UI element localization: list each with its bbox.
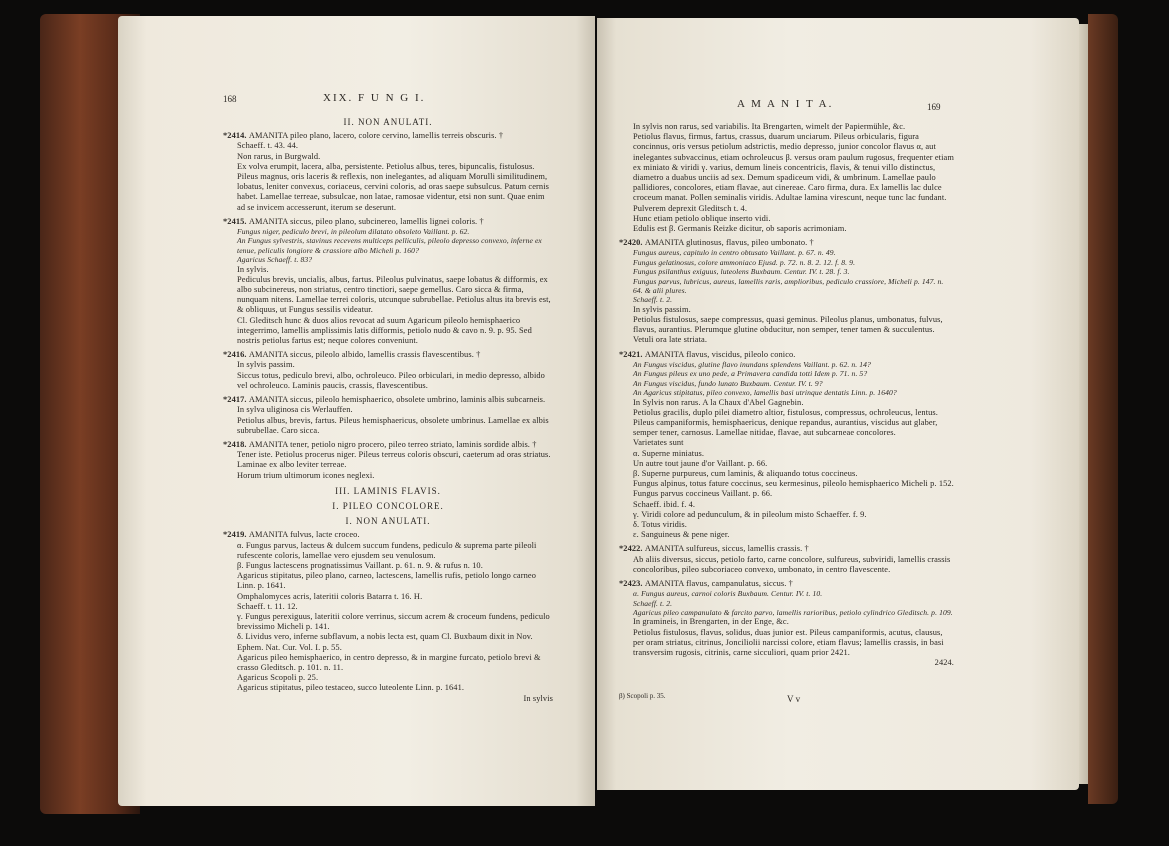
book-cover-right — [1088, 14, 1118, 804]
entry-text-line: In Sylvis non rarus. A la Chaux d'Abel Gagnebin. — [633, 397, 804, 407]
entry-number: *2417. — [223, 395, 249, 405]
entry-text-line: Agaricus stipitatus, pileo plano, carneo, lactescens, lamellis rufis, petiolo longo carneo Linn. p. 1641. — [237, 571, 537, 591]
entry-text-line: Petiolus gracilis, duplo pilei diametro altior, fistulosus, compressus, ochroleucus, lentus. Pileus campaniformis, hemisphaericus, denique repandus, aurantius, viscidus aut glaber, semper tener, carnosus. Lamellae nitidae, flavae, aut subcarneae concolores. — [633, 407, 938, 438]
species-entry — [619, 238, 954, 345]
entry-text-line: α. Fungus parvus, lacteus & dulcem succum fundens, pediculo & suprema parte pileoli rufescente coloris, lamellae vero ejusdem seu venulosum. — [237, 540, 537, 560]
entry-text-line: Horum trium ultimorum icones neglexi. — [237, 470, 375, 480]
entry-heading — [619, 544, 954, 554]
species-entry — [223, 440, 553, 481]
entry-number: *2415. — [223, 216, 249, 226]
species-entry — [223, 530, 553, 693]
opening-text-line: Petiolus flavus, firmus, fartus, crassus, duarum unciarum. Pileus orbicularis, figura concinnus, oris versus petiolum adstrictis, medio depresso, junior concolor flavus α, aut inelegantes subvaccinus, etiam ochroleucus β. versus oram paulum rugosus, frequenter etiam ex miniato & viridi γ. varius, demum lineis concentricis, flavis, & tenui villo distinctus, diametro a duabus unciis ad sex. Demum spadiceum vidi, & umbrinum. Lamellae paulo pallidiores, concolores, etiam flavae, aut cinereae. Caro firma, dura. Ex lamellis lac dulce croceum manat. Pollen seminalis viridis. Adultae lamina virescunt, neque tunc lac fundant. Pulverem deprexit Gleditsch t. 4. — [633, 132, 954, 213]
section-heading: II. NON ANULATI. — [343, 117, 433, 127]
synonym-line: Schaeff. t. 2. — [633, 295, 673, 305]
entry-text-line: β. Fungus lactescens prognatissimus Vaillant. p. 61. n. 9. & rufus n. 10. — [237, 560, 483, 570]
entry-text-line: Tener iste. Petiolus procerus niger. Pileus terreus coloris obscuri, caeterum ad oras striatus. Laminae ex albo leviter terreae. — [237, 450, 551, 470]
species-entry — [619, 350, 954, 541]
section-heading: III. LAMINIS FLAVIS. — [335, 485, 441, 496]
entry-text-line: β. Superne purpureus, cum laminis, & aliquando totus coccineus. — [633, 468, 858, 478]
entry-heading — [619, 238, 954, 248]
entry-text-line: In sylvis. — [237, 264, 269, 274]
synonym-line: Fungus niger, pediculo brevi, in pileolum dilatato obsoleto Vaillant. p. 62. — [237, 227, 470, 237]
entry-text-line: In sylvis passim. — [237, 360, 295, 370]
entry-text-line: Varietates sunt — [633, 438, 684, 448]
synonym-line: Agaricus pileo campanulato & farcito parvo, lamellis rarioribus, petiolo cylindrico Gleditsch. p. 109. — [633, 607, 953, 617]
entry-text-line: Schaeff. t. 43. 44. — [237, 141, 299, 151]
entry-text-line: α. Superne miniatus. — [633, 448, 705, 458]
entry-text-line: Siccus totus, pediculo brevi, albo, ochroleuco. Pileo orbiculari, in medio depresso, albido vel ochroleuco. Laminis paucis, crassis, flavescentibus. — [237, 370, 545, 390]
entry-heading — [223, 440, 553, 450]
left-page-text — [223, 112, 553, 704]
entry-diagnosis: AMANITA siccus, pileolo albido, lamellis crassis flavescentibus. † — [248, 350, 481, 360]
species-entry — [223, 395, 553, 436]
entry-heading — [223, 395, 553, 405]
entry-text-line: δ. Lividus vero, inferne subflavum, a nobis lecta est, quam Cl. Buxbaum dixit in Nov. Ephem. Nat. Cur. Vol. I. p. 55. — [237, 632, 533, 652]
entry-text-line: Cl. Gleditsch hunc & duos alios revocat ad suum Agaricum pileolo hemisphaerico integerrimo, lamellis amplissimis latis difformis, petiolo nudo & cavo n. 9. p. 95. Sed nostris petiolus fartus est; neque colores conveniunt. — [237, 315, 532, 346]
entry-text-line: In sylvis passim. — [633, 304, 691, 314]
entry-number: *2414. — [223, 131, 249, 141]
entry-diagnosis: AMANITA tener, petiolo nigro procero, pileo terreo striato, laminis sordide albis. † — [248, 439, 537, 449]
entry-diagnosis: AMANITA siccus, pileo plano, subcinereo, lamellis lignei coloris. † — [248, 216, 484, 226]
synonym-line: Agaricus Schaeff. t. 83? — [237, 255, 313, 265]
entry-heading — [223, 217, 553, 227]
synonym-line: An Fungus pileus ex uno pede, a Primavera candida totti Idem p. 71. n. 5? — [633, 369, 868, 379]
entry-text-line: Agaricus pileo hemisphaerico, in centro depresso, & in margine furcato, petiolo brevi & crasso Gleditsch. p. 101. n. 11. — [237, 652, 541, 672]
entry-diagnosis: AMANITA pileo plano, lacero, colore cervino, lamellis terreis obscuris. † — [248, 131, 504, 141]
entry-text-line: ε. Sanguineus & pene niger. — [633, 530, 730, 540]
signature-mark: V v — [787, 694, 801, 704]
entry-diagnosis: AMANITA siccus, pileolo hemisphaerico, obsolete umbrino, laminis albis subcarneis. — [248, 395, 546, 405]
species-entry — [619, 544, 954, 575]
entry-number: *2419. — [223, 530, 249, 540]
entry-diagnosis: AMANITA flavus, viscidus, pileolo conico. — [644, 349, 796, 359]
synonym-line: An Agaricus stipitatus, pileo convexo, lamellis basi utrinque dentatis Linn. p. 1640? — [633, 388, 897, 398]
section-heading: I. NON ANULATI. — [345, 516, 431, 527]
entry-heading — [223, 530, 553, 540]
entry-text-line: γ. Fungus perexiguus, lateritii colore verrinus, siccum acrem & croceum fundens, pediculo brevissimo Micheli p. 141. — [237, 611, 550, 632]
entry-text-line: Petiolus fistulosus, flavus, solidus, duas junior est. Pileus campaniformis, acutus, clausus, per oram striatus, citrinus, Jonciliolii narcissi colore, etiam flavus; lamellis crassis, in basi transversim rugosis, citrinis, carne sicculiori, quam prior 2421. — [633, 627, 944, 657]
entry-heading — [223, 350, 553, 360]
synonym-line: An Fungus sylvestris, stavinus recevens multiceps pelliculis, pileolo depresso convexo, inferne ex tenue, peliculis longiore & crassiore albo Micheli p. 160? — [237, 236, 542, 255]
entry-text-line: Schaeff. t. 11. 12. — [237, 601, 298, 611]
entry-heading — [619, 579, 954, 589]
synonym-line: Fungus gelatinosus, colore ammoniaco Ejusd. p. 72. n. 8. 2. 12. f. 8. 9. — [633, 257, 856, 267]
right-page-text — [619, 122, 954, 668]
entry-number: *2418. — [223, 439, 249, 449]
entry-text-line: Agaricus Scopoli p. 25. — [237, 673, 319, 683]
running-head-right: A M A N I T A. — [737, 98, 834, 110]
right-page — [597, 18, 1079, 790]
entry-text-line: Ex volva erumpit, lacera, alba, persistente. Petiolus albus, teres, bipuncalis, fistulosus. Pileus magnus, oris laceris & reflexis, non inelegantes, ad aliquam Morulli similitudinem, lobatus, leniter convexus, coriaceus, cervini coloris, ad oras saepe subsulcus. Patum cernis habet. Lamellae terreae, subsulcae, non latae, ramosae videntur, etsi non sunt. Quae enim ad se invicem accesserunt, iterum se deserunt. — [237, 161, 550, 212]
species-entry — [223, 131, 553, 213]
catchword: In sylvis — [523, 693, 553, 703]
synonym-line: An Fungus viscidus, fundo lunato Buxbaum. Centur. IV. t. 9? — [633, 378, 823, 388]
page-number-left: 168 — [223, 94, 237, 104]
catchword: 2424. — [934, 658, 954, 668]
page-number-right: 169 — [927, 102, 941, 112]
entry-text-line: Pediculus brevis, uncialis, albus, fartus. Pileolus pulvinatus, saepe lobatus & difformis, ex albo subcinereus, non striatus, centro tinctiori, saepe gemellus. Caro sicca & firma, nunquam nitens. Lamellae terrei coloris, utcunque subrubellae. Petiolus altus ita brevis est, & obliquus, ut Fungus sessilis videatur. — [237, 274, 551, 315]
entry-diagnosis: AMANITA glutinosus, flavus, pileo umbonato. † — [644, 238, 814, 248]
entry-text-line: Petiolus fistulosus, saepe compressus, quasi geminus. Pileolus planus, umbonatus, fulvus, flavus, aurantius. Plerumque glutine obducitur, non semper, tener tamen & succulentus. Vetuli ora late striata. — [633, 315, 943, 345]
entry-text-line: γ. Viridi colore ad pedunculum, & in pileolum misto Schaeffer. f. 9. — [633, 509, 867, 519]
synonym-line: Schaeff. t. 2. — [633, 598, 673, 608]
entry-number: *2423. — [619, 578, 645, 588]
entry-diagnosis: AMANITA flavus, campanulatus, siccus. † — [644, 578, 793, 588]
entry-diagnosis: AMANITA sulfureus, siccus, lamellis crassis. † — [644, 544, 809, 554]
running-head-left: XIX. F U N G I. — [323, 92, 426, 104]
synonym-line: Fungus aureus, capitulo in centro obtusato Vaillant. p. 67. n. 49. — [633, 248, 836, 258]
species-entry — [619, 579, 954, 658]
opening-text-line: Hunc etiam petiolo oblique inserto vidi. — [633, 213, 771, 223]
entry-text-line: Non rarus, in Burgwald. — [237, 151, 321, 161]
entry-text-line: Fungus alpinus, totus fature coccinus, seu kermesinus, pileolo hemisphaerico Micheli p. 152. — [633, 479, 954, 489]
left-page — [118, 16, 595, 806]
entry-text-line: Schaeff. ibid. f. 4. — [633, 499, 696, 509]
entry-text-line: In sylva uliginosa cis Werlauffen. — [237, 405, 353, 415]
synonym-line: Fungus psilanthus exiguus, luteolens Buxbaum. Centur. IV. t. 28. f. 3. — [633, 267, 850, 277]
entry-text-line: In gramineis, in Brengarten, in der Enge, &c. — [633, 617, 789, 627]
entry-text-line: Agaricus stipitatus, pileo testaceo, succo luteolente Linn. p. 1641. — [237, 683, 465, 693]
entry-heading — [223, 131, 553, 141]
opening-text-line: Edulis est β. Germanis Reizke dicitur, ob saporis acrimoniam. — [633, 224, 847, 234]
entry-number: *2421. — [619, 349, 645, 359]
entry-text-line: δ. Totus viridis. — [633, 519, 687, 529]
entry-text-line: Ab aliis diversus, siccus, petiolo farto, carne concolore, sulfureus, subviridi, lamellis crassis concoloribus, pileo subcoriaceo convexo, umbonato, in centro flavescente. — [633, 554, 951, 574]
entry-number: *2422. — [619, 544, 645, 554]
synonym-line: An Fungus viscidus, glutine flavo inundans splendens Vaillant. p. 62. n. 14? — [633, 359, 871, 369]
entry-text-line: Petiolus albus, brevis, fartus. Pileus hemisphaericus, obsolete umbrinus. Lamellae ex albis subrubellae. Caro sicca. — [237, 415, 549, 435]
species-entry — [223, 217, 553, 346]
entry-diagnosis: AMANITA fulvus, lacte croceo. — [248, 530, 360, 540]
footnote: β) Scopoli p. 35. — [619, 692, 666, 700]
entry-number: *2416. — [223, 350, 249, 360]
entry-heading — [619, 350, 954, 360]
entry-text-line: Fungus parvus coccineus Vaillant. p. 66. — [633, 489, 773, 499]
species-entry — [223, 350, 553, 391]
synonym-line: α. Fungus aureus, carnoi coloris Buxbaum. Centur. IV. t. 10. — [633, 589, 823, 599]
entry-number: *2420. — [619, 238, 645, 248]
entry-text-line: Omphalomyces acris, lateritii coloris Batarra t. 16. H. — [237, 591, 423, 601]
opening-text-line: In sylvis non rarus, sed variabilis. Ita Brengarten, wimelt der Papiermühle, &c. — [633, 122, 906, 131]
synonym-line: Fungus parvus, lubricus, aureus, lamellis raris, amplioribus, pediculo crassiore, Micheli p. 147. n. 64. & alii plures. — [633, 276, 944, 296]
section-heading: I. PILEO CONCOLORE. — [332, 500, 444, 511]
entry-text-line: Un autre tout jaune d'or Vaillant. p. 66. — [633, 458, 768, 468]
